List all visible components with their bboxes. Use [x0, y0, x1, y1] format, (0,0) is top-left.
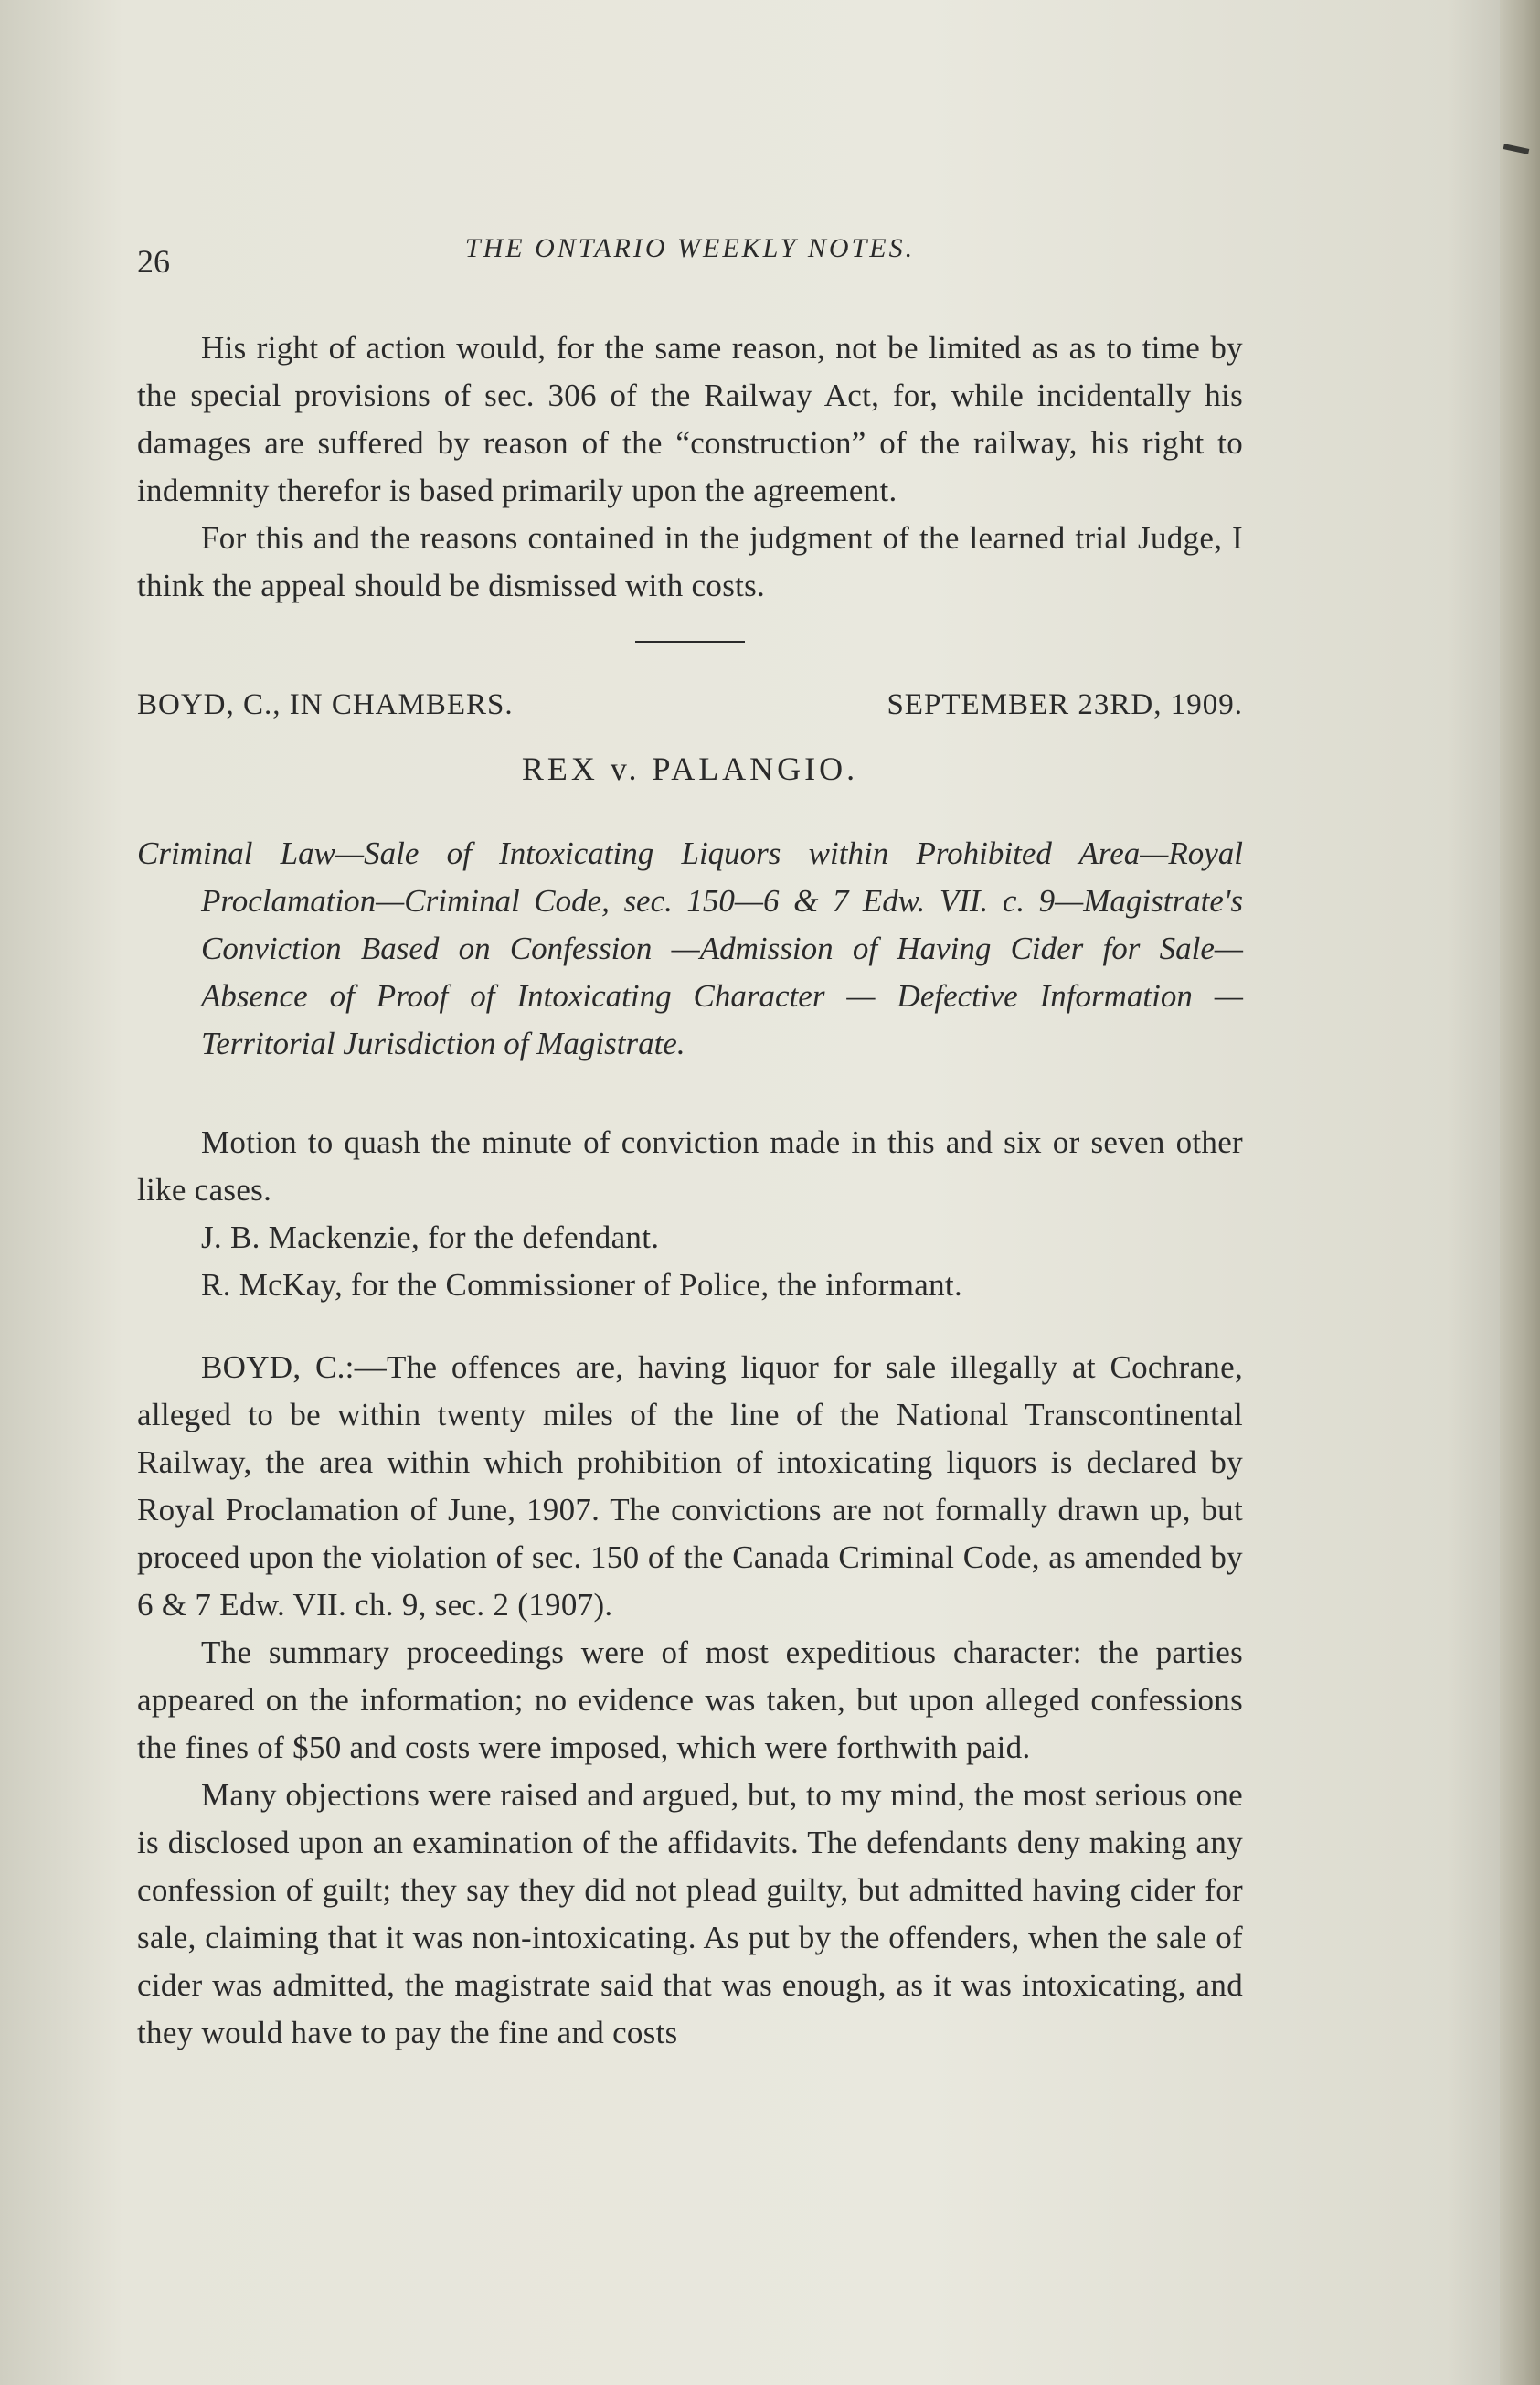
counsel-informant: R. McKay, for the Commissioner of Police, the informant.	[201, 1267, 962, 1303]
case-heading-line	[137, 688, 1243, 722]
paragraph: His right of action would, for the same reason, not be limited as as to time by the special provisions of sec. 306 of the Railway Act, for, while incidentally his damages are suffered by reason of the “construction” of the railway, his right to indemnity therefor is based primarily upon the agreement.	[137, 330, 1243, 508]
case-title: REX v. PALANGIO.	[521, 751, 859, 787]
section-divider	[635, 641, 745, 643]
document-page	[137, 233, 1243, 2057]
running-header	[137, 233, 1243, 288]
page-number: 26	[137, 243, 170, 280]
running-title: THE ONTARIO WEEKLY NOTES.	[464, 233, 916, 263]
judgment-paragraph: Many objections were raised and argued, but, to my mind, the most serious one is disclosed upon an examination of the affidavits. The defendants deny making any confession of guilt; they say they did not plead guilty, but admitted having cider for sale, claiming that it was non-intoxicating. As put by the offenders, when the sale of cider was admitted, the magistrate said that was enough, as it was intoxicating, and they would have to pay the fine and costs	[137, 1777, 1243, 2050]
court-label: BOYD, C., IN CHAMBERS.	[137, 688, 514, 721]
spacer	[137, 1309, 1243, 1344]
motion-text: Motion to quash the minute of conviction made in this and six or seven other like cases.	[137, 1124, 1243, 1208]
paragraph: For this and the reasons contained in the judgment of the learned trial Judge, I think the appeal should be dismissed with costs.	[137, 520, 1243, 603]
case-headnote: Criminal Law—Sale of Intoxicating Liquors within Prohibited Area—Royal Proclamation—Criminal Code, sec. 150—6 & 7 Edw. VII. c. 9—Magistrate's Conviction Based on Confession —Admission of Having Cider for Sale—Absence of Proof of Intoxicating Character — Defective Information — Territorial Jurisdiction of Magistrate.	[137, 836, 1243, 1061]
judgment-paragraph: BOYD, C.:—The offences are, having liquor for sale illegally at Cochrane, alleged to be within twenty miles of the line of the National Transcontinental Railway, the area within which prohibition of intoxicating liquors is declared by Royal Proclamation of June, 1907. The convictions are not formally drawn up, but proceed upon the violation of sec. 150 of the Canada Criminal Code, as amended by 6 & 7 Edw. VII. ch. 9, sec. 2 (1907).	[137, 1349, 1243, 1623]
judgment-paragraph: The summary proceedings were of most expeditious character: the parties appeared on the information; no evidence was taken, but upon alleged confessions the fines of $50 and costs were imposed, which were forthwith paid.	[137, 1634, 1243, 1765]
gutter-mark	[1503, 144, 1530, 154]
book-gutter-edge	[1500, 0, 1540, 2385]
decision-date: SEPTEMBER 23RD, 1909.	[887, 688, 1243, 721]
counsel-defendant: J. B. Mackenzie, for the defendant.	[201, 1219, 660, 1255]
